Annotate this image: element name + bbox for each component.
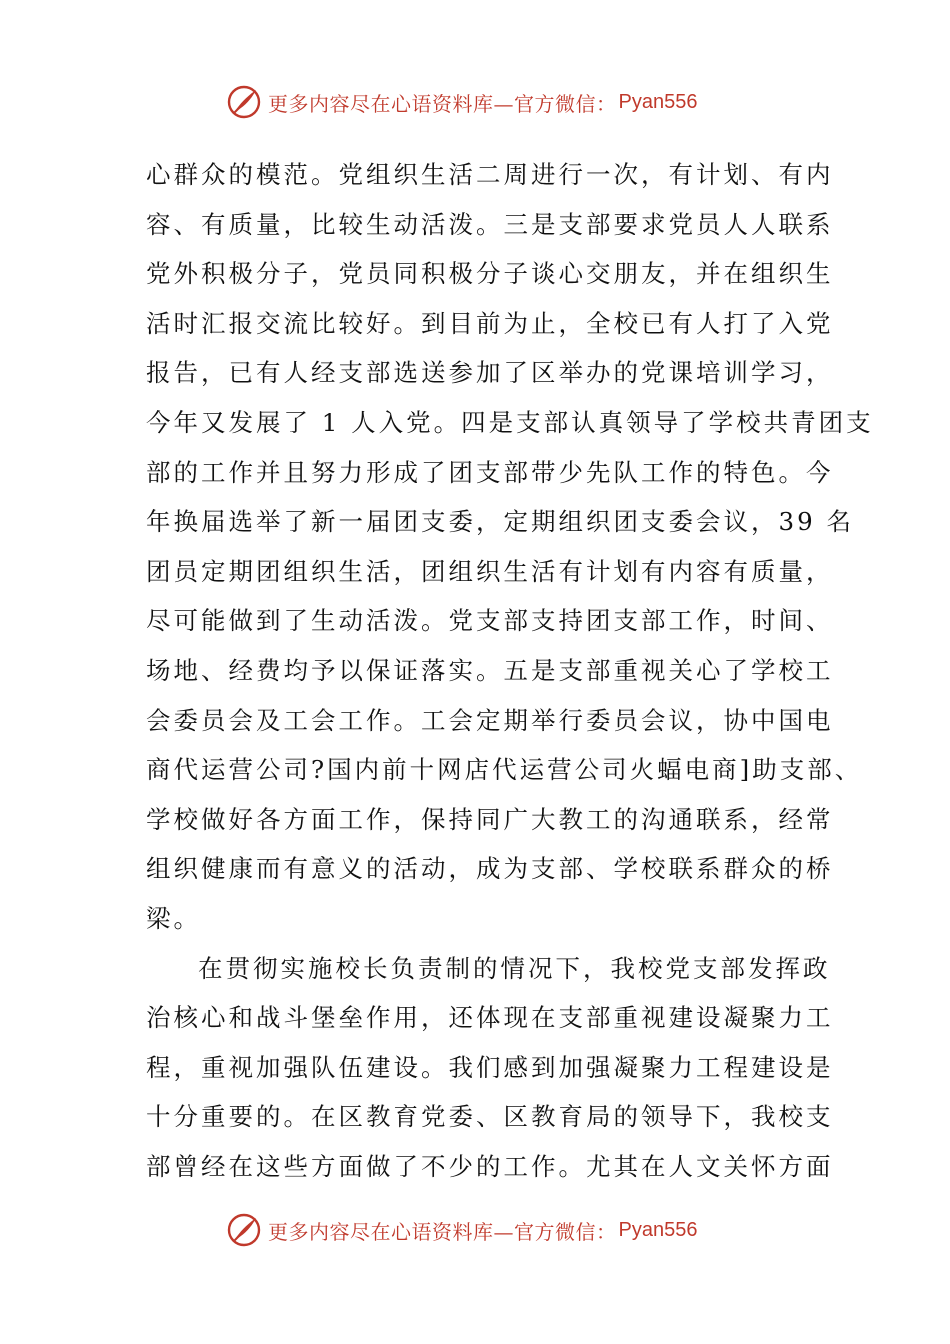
text-line: 团员定期团组织生活，团组织生活有计划有内容有质量， bbox=[146, 556, 834, 586]
text-line: 程，重视加强队伍建设。我们感到加强凝聚力工程建设是 bbox=[146, 1052, 834, 1082]
text-line: 梁。 bbox=[146, 903, 201, 933]
text-line: 十分重要的。在区教育党委、区教育局的领导下，我校支 bbox=[146, 1102, 834, 1132]
quill-logo-icon bbox=[226, 84, 262, 120]
text-line: 在贯彻实施校长负责制的情况下，我校党支部发挥政 bbox=[198, 953, 831, 983]
text-line: 会委员会及工会工作。工会定期举行委员会议，协中国电 bbox=[146, 705, 834, 735]
banner-wechat-id: Pyan556 bbox=[618, 90, 698, 113]
text-line: 党外积极分子，党员同积极分子谈心交朋友，并在组织生 bbox=[146, 259, 834, 289]
paragraph-1 bbox=[146, 150, 874, 944]
text-line: 活时汇报交流比较好。到目前为止，全校已有人打了入党 bbox=[146, 308, 834, 338]
text-line: 部的工作并且努力形成了团支部带少先队工作的特色。今 bbox=[146, 457, 834, 487]
quill-logo-icon bbox=[226, 1212, 262, 1248]
text-line: 今年又发展了 1 人入党。四是支部认真领导了学校共青团支 bbox=[146, 407, 874, 437]
banner-wechat-id: Pyan556 bbox=[618, 1218, 698, 1241]
text-line: 场地、经费均予以保证落实。五是支部重视关心了学校工 bbox=[146, 655, 834, 685]
text-line: 心群众的模范。党组织生活二周进行一次，有计划、有内 bbox=[146, 160, 834, 189]
banner-text: 更多内容尽在心语资料库—官方微信： bbox=[268, 1219, 617, 1244]
text-line: 报告，已有人经支部选送参加了区举办的党课培训学习， bbox=[146, 358, 834, 388]
text-line: 尽可能做到了生动活泼。党支部支持团支部工作，时间、 bbox=[146, 606, 834, 636]
footer-banner bbox=[226, 1210, 726, 1250]
text-line: 治核心和战斗堡垒作用，还体现在支部重视建设凝聚力工 bbox=[146, 1003, 834, 1033]
text-line: 学校做好各方面工作，保持同广大教工的沟通联系，经常 bbox=[146, 804, 834, 834]
text-line: 容、有质量，比较生动活泼。三是支部要求党员人人联系 bbox=[146, 209, 834, 239]
text-line: 组织健康而有意义的活动，成为支部、学校联系群众的桥 bbox=[146, 854, 834, 884]
text-line: 商代运营公司?国内前十网店代运营公司火蝠电商]助支部、 bbox=[146, 755, 863, 785]
banner-text: 更多内容尽在心语资料库—官方微信： bbox=[268, 91, 617, 116]
text-line: 部曾经在这些方面做了不少的工作。尤其在人文关怀方面 bbox=[146, 1151, 834, 1181]
header-banner bbox=[226, 82, 726, 122]
text-line: 年换届选举了新一届团支委，定期组织团支委会议，39 名 bbox=[146, 507, 854, 537]
paragraph-2 bbox=[146, 944, 834, 1192]
document-body bbox=[146, 150, 874, 1191]
